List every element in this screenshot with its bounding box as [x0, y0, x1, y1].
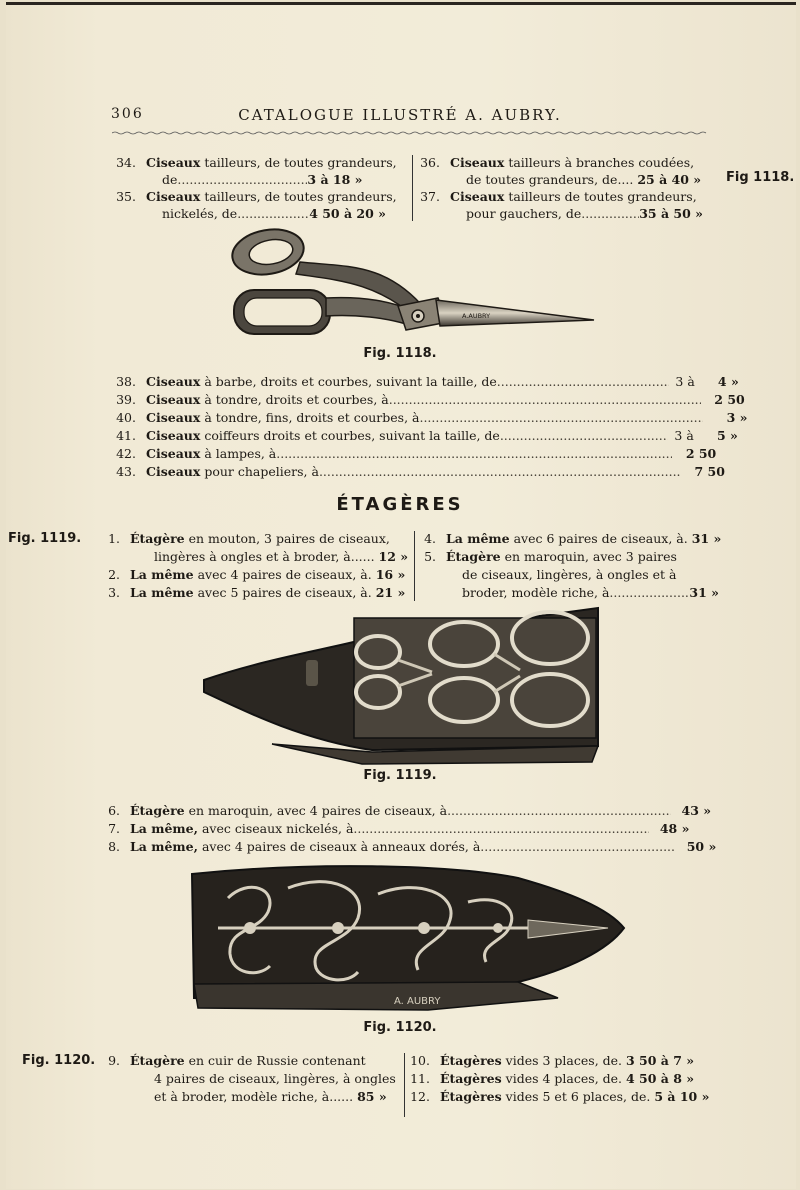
fig-1118-caption: Fig. 1118. — [363, 346, 437, 361]
margin-fig-1119: Fig. 1119. — [8, 531, 82, 546]
etagere-9: 9. Étagère en cuir de Russie contenant — [108, 1053, 366, 1068]
entry-39: 39. Ciseaux à tondre, droits et courbes, à..... 2 50 — [106, 390, 745, 409]
entry-35-line2: nickelés, de..... 4 50 à 20 » — [162, 204, 386, 223]
etagere-9-line2: 4 paires de ciseaux, lingères, à ongles — [154, 1071, 396, 1086]
etagere-2: 2. La même avec 4 paires de ciseaux, à. 16 » — [108, 567, 406, 582]
entry-37: 37. Ciseaux tailleurs de toutes grandeurs, — [420, 189, 697, 204]
fig-1120-caption: Fig. 1120. — [363, 1020, 437, 1035]
etagere-5-line3: broder, modèle riche, à..... 31 » — [462, 583, 719, 602]
etagere-10: 10. Étagères vides 3 places, de. 3 50 à 7 » — [410, 1053, 695, 1068]
entry-36-line2: de toutes grandeurs, de.... 25 à 40 » — [466, 172, 702, 187]
tailor-scissors-illustration — [226, 222, 598, 342]
etagere-5: 5. Étagère en maroquin, avec 3 paires — [424, 549, 677, 564]
etagere-1-line2: lingères à ongles et à broder, à...... 12 » — [154, 549, 409, 564]
case-maker-mark: A. AUBRY — [394, 996, 441, 1007]
etagere-8: 8. La même, avec 4 paires de ciseaux à anneaux dorés, à..... 50 » — [90, 837, 716, 856]
decorated-case-illustration — [188, 858, 628, 1018]
etagere-1: 1. Étagère en mouton, 3 paires de ciseaux, — [108, 531, 390, 546]
entry-34-line2: de..... 3 à 18 » — [162, 170, 362, 189]
section-title-etageres: ÉTAGÈRES — [336, 494, 464, 515]
open-scissors-case-illustration — [202, 600, 602, 766]
fig-1119-caption: Fig. 1119. — [363, 768, 437, 783]
etagere-6: 6. Étagère en maroquin, avec 4 paires de ciseaux, à..... 43 » — [90, 801, 711, 820]
scissors-maker-mark: A.AUBRY — [462, 312, 491, 320]
entry-34: 34. Ciseaux tailleurs, de toutes grandeurs, — [116, 155, 397, 170]
header-rule — [112, 131, 708, 136]
page-title: CATALOGUE ILLUSTRÉ A. AUBRY. — [238, 106, 562, 124]
entry-38: 38. Ciseaux à barbe, droits et courbes, suivant la taille, de..... 3 à 4 » — [106, 372, 739, 391]
entry-37-line2: pour gauchers, de..... 35 à 50 » — [466, 204, 703, 223]
entry-36: 36. Ciseaux tailleurs à branches coudées, — [420, 155, 695, 170]
etagere-7: 7. La même, avec ciseaux nickelés, à..... 48 » — [90, 819, 689, 838]
margin-fig-1118: Fig 1118. — [726, 170, 795, 185]
etagere-12: 12. Étagères vides 5 et 6 places, de. 5 à 10 » — [410, 1089, 710, 1104]
entry-42: 42. Ciseaux à lampes, à..... 2 50 — [106, 444, 716, 463]
etagere-5-line2: de ciseaux, lingères, à ongles et à — [462, 567, 677, 582]
etagere-9-line3: et à broder, modèle riche, à...... 85 » — [154, 1089, 387, 1104]
etagere-11: 11. Étagères vides 4 places, de. 4 50 à 8 » — [410, 1071, 695, 1086]
margin-fig-1120: Fig. 1120. — [22, 1053, 96, 1068]
etagere-4: 4. La même avec 6 paires de ciseaux, à. 31 » — [424, 531, 722, 546]
entry-43: 43. Ciseaux pour chapeliers, à..... 7 50 — [106, 462, 725, 481]
etagere-3: 3. La même avec 5 paires de ciseaux, à. 21 » — [108, 585, 406, 600]
page-number: 306 — [111, 106, 144, 122]
entry-35: 35. Ciseaux tailleurs, de toutes grandeurs, — [116, 189, 397, 204]
entry-40: 40. Ciseaux à tondre, fins, droits et courbes, à..... 3 » — [106, 408, 747, 427]
entry-41: 41. Ciseaux coiffeurs droits et courbes, suivant la taille, de..... 3 à 5 » — [106, 426, 738, 445]
